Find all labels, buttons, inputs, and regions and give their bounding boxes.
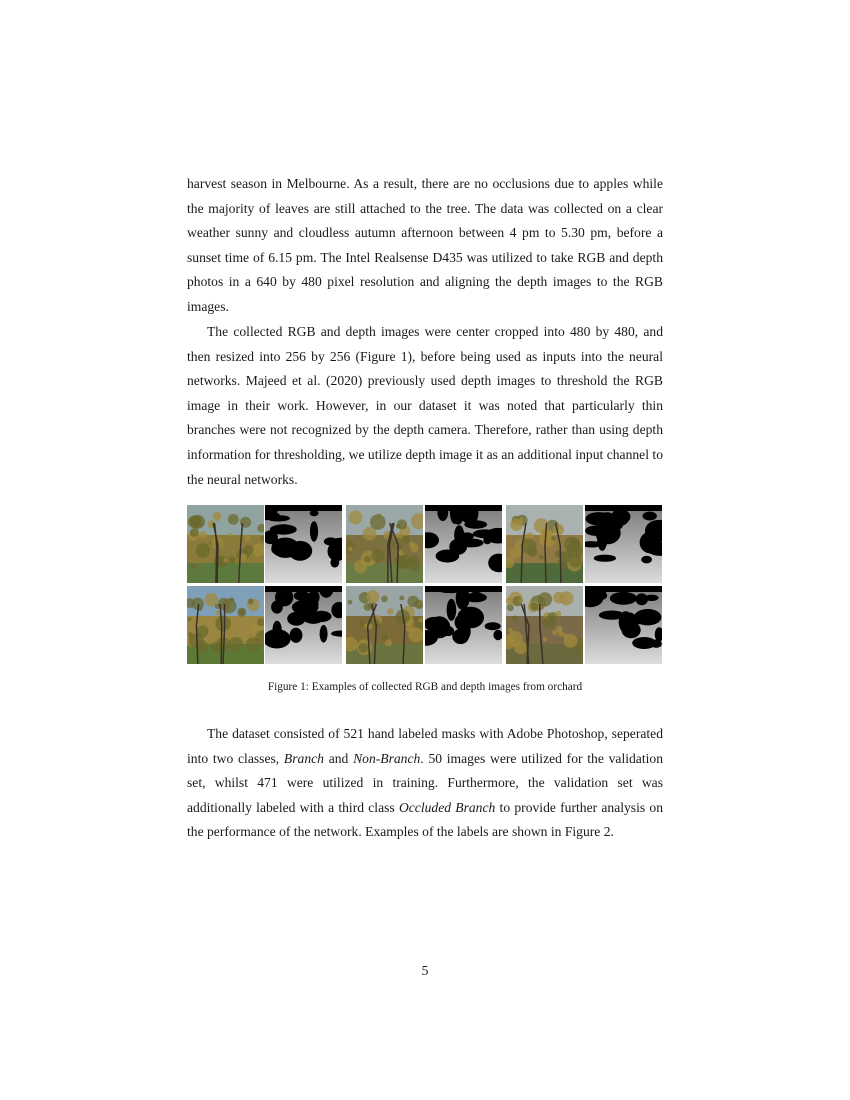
rgb-image (506, 505, 583, 583)
paragraph-2 (187, 320, 663, 492)
figure-1 (187, 505, 663, 664)
class-occluded-branch-term: Occluded Branch (398, 799, 496, 815)
depth-image (585, 505, 662, 583)
paragraph-3-part-d: to provide further analysis on the performance of the network. Examples of the labels are shown in Figure 2. (187, 799, 664, 840)
paragraph-3-part-c: . 50 images were utilized for the validation set, whilst 471 were utilized in training. Furthermore, the validation set was additionally labeled with a third class (187, 750, 663, 815)
paragraph-3-part-b: and (323, 750, 354, 766)
class-branch-term: Branch (283, 750, 324, 766)
rgb-image (506, 586, 583, 664)
rgb-image (187, 505, 264, 583)
depth-image (425, 586, 502, 664)
depth-image (585, 586, 662, 664)
paragraph-1-text: harvest season in Melbourne. As a result, there are no occlusions due to apples while the majority of leaves are still attached to the tree. The data was collected on a clear weather sunny and cloudless autumn afternoon between 4 pm to 5.30 pm, before a sunset time of 6.15 pm. The Intel Realsense D435 was utilized to take RGB and depth photos in a 640 by 480 pixel resolution and aligning the depth images to the RGB images. (187, 176, 663, 314)
paragraph-3 (187, 722, 663, 845)
depth-image (265, 586, 342, 664)
paragraph-2-text: The collected RGB and depth images were center cropped into 480 by 480, and then resized into 256 by 256 (Figure 1), before being used as inputs into the neural networks. Majeed et al. (2020) previously used depth images to threshold the RGB image in their work. However, in our dataset it was noted that particularly thin branches were not recognized by the depth camera. Therefore, rather than using depth information for thresholding, we utilize depth image it as an additional input channel to the neural networks. (187, 324, 663, 487)
rgb-image (346, 505, 423, 583)
depth-image (425, 505, 502, 583)
rgb-image (346, 586, 423, 664)
rgb-image (187, 586, 264, 664)
figure-1-caption: Figure 1: Examples of collected RGB and depth images from orchard (267, 681, 583, 693)
page-number: 5 (421, 963, 429, 978)
depth-image (265, 505, 342, 583)
class-non-branch-term: Non-Branch (353, 750, 421, 766)
paragraph-3-text (187, 722, 663, 845)
paragraph-3-part-a: The dataset consisted of 521 hand labeled masks with Adobe Photoshop, seperated into two classes, (187, 726, 663, 766)
paragraph-1 (187, 172, 663, 320)
